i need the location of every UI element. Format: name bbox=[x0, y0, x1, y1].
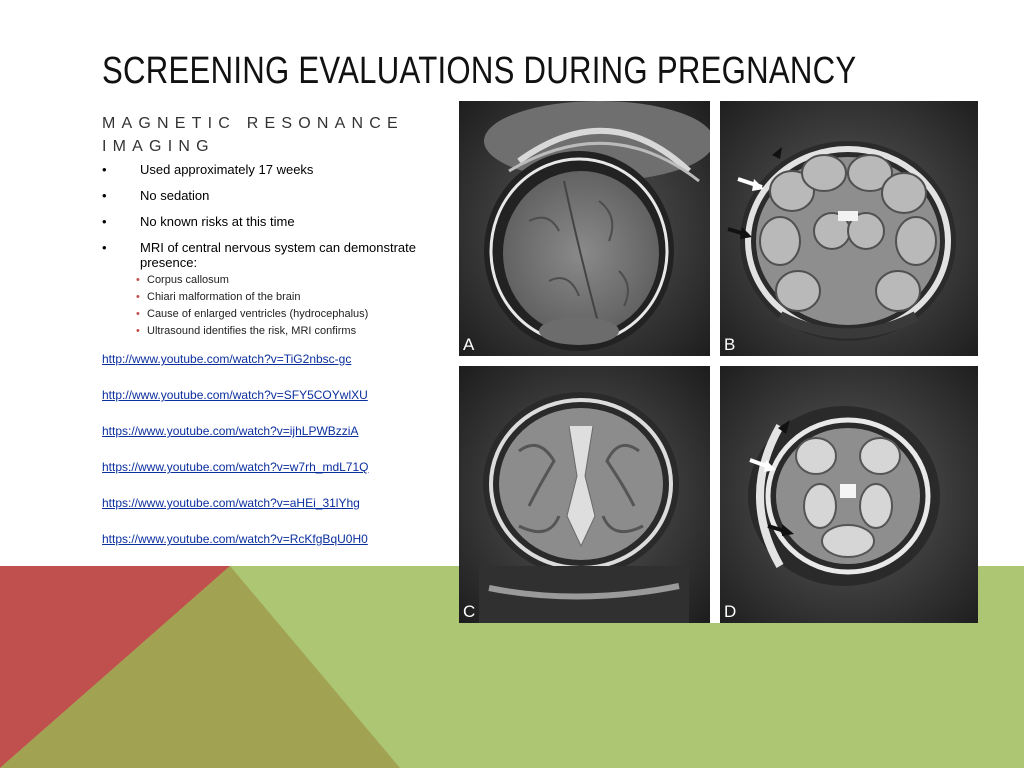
youtube-link[interactable]: http://www.youtube.com/watch?v=SFY5COYwlXU bbox=[102, 388, 368, 402]
mri-panel-b bbox=[720, 101, 978, 356]
bullet-text: MRI of central nervous system can demonstrate presence: bbox=[140, 240, 417, 270]
bullet-marker: • bbox=[102, 214, 107, 229]
sub-bullet-marker: • bbox=[136, 325, 140, 337]
slide-body bbox=[102, 112, 422, 568]
bullet-item bbox=[102, 188, 422, 203]
section-subheading: MAGNETIC RESONANCE IMAGING bbox=[102, 115, 404, 155]
sub-bullet-marker: • bbox=[136, 308, 140, 320]
sub-bullet-list bbox=[136, 274, 422, 338]
bullet-item bbox=[102, 162, 422, 177]
bullet-item bbox=[102, 240, 422, 338]
sub-bullet-text: Chiari malformation of the brain bbox=[147, 291, 301, 303]
sub-bullet-item bbox=[136, 274, 422, 287]
mri-image-a bbox=[459, 101, 710, 356]
panel-label-a: A bbox=[463, 335, 475, 354]
sub-bullet-marker: • bbox=[136, 291, 140, 303]
bullet-text: Used approximately 17 weeks bbox=[140, 162, 314, 177]
fetal-mri-figure bbox=[459, 101, 978, 623]
panel-label-c: C bbox=[463, 602, 476, 621]
bullet-text: No known risks at this time bbox=[140, 214, 295, 229]
mri-image-c bbox=[459, 366, 710, 623]
mri-panel-c bbox=[459, 366, 710, 623]
panel-label-b: B bbox=[724, 335, 736, 354]
sub-bullet-item bbox=[136, 291, 422, 304]
youtube-link[interactable]: https://www.youtube.com/watch?v=ijhLPWBzziA bbox=[102, 424, 359, 438]
mri-panel-d bbox=[720, 366, 978, 623]
bullet-item bbox=[102, 214, 422, 229]
mri-panel-a bbox=[459, 101, 710, 356]
youtube-link[interactable]: http://www.youtube.com/watch?v=TiG2nbsc-gc bbox=[102, 352, 352, 366]
mri-image-d bbox=[720, 366, 978, 623]
video-links bbox=[102, 352, 422, 547]
youtube-link[interactable]: https://www.youtube.com/watch?v=RcKfgBqU0H0 bbox=[102, 532, 368, 546]
bullet-list bbox=[102, 162, 422, 338]
youtube-link[interactable]: https://www.youtube.com/watch?v=aHEi_31lYhg bbox=[102, 496, 360, 510]
sub-bullet-text: Cause of enlarged ventricles (hydrocephalus) bbox=[147, 308, 369, 320]
sub-bullet-text: Corpus callosum bbox=[147, 274, 229, 286]
bullet-marker: • bbox=[102, 162, 107, 177]
sub-bullet-item bbox=[136, 308, 422, 321]
bullet-marker: • bbox=[102, 240, 107, 255]
bullet-marker: • bbox=[102, 188, 107, 203]
slide-title: SCREENING EVALUATIONS DURING PREGNANCY bbox=[102, 50, 857, 92]
panel-label-d: D bbox=[724, 602, 737, 621]
sub-bullet-text: Ultrasound identifies the risk, MRI confirms bbox=[147, 325, 357, 337]
sub-bullet-item bbox=[136, 325, 422, 338]
youtube-link[interactable]: https://www.youtube.com/watch?v=w7rh_mdL71Q bbox=[102, 460, 369, 474]
bullet-text: No sedation bbox=[140, 188, 210, 203]
mri-image-b bbox=[720, 101, 978, 356]
sub-bullet-marker: • bbox=[136, 274, 140, 286]
